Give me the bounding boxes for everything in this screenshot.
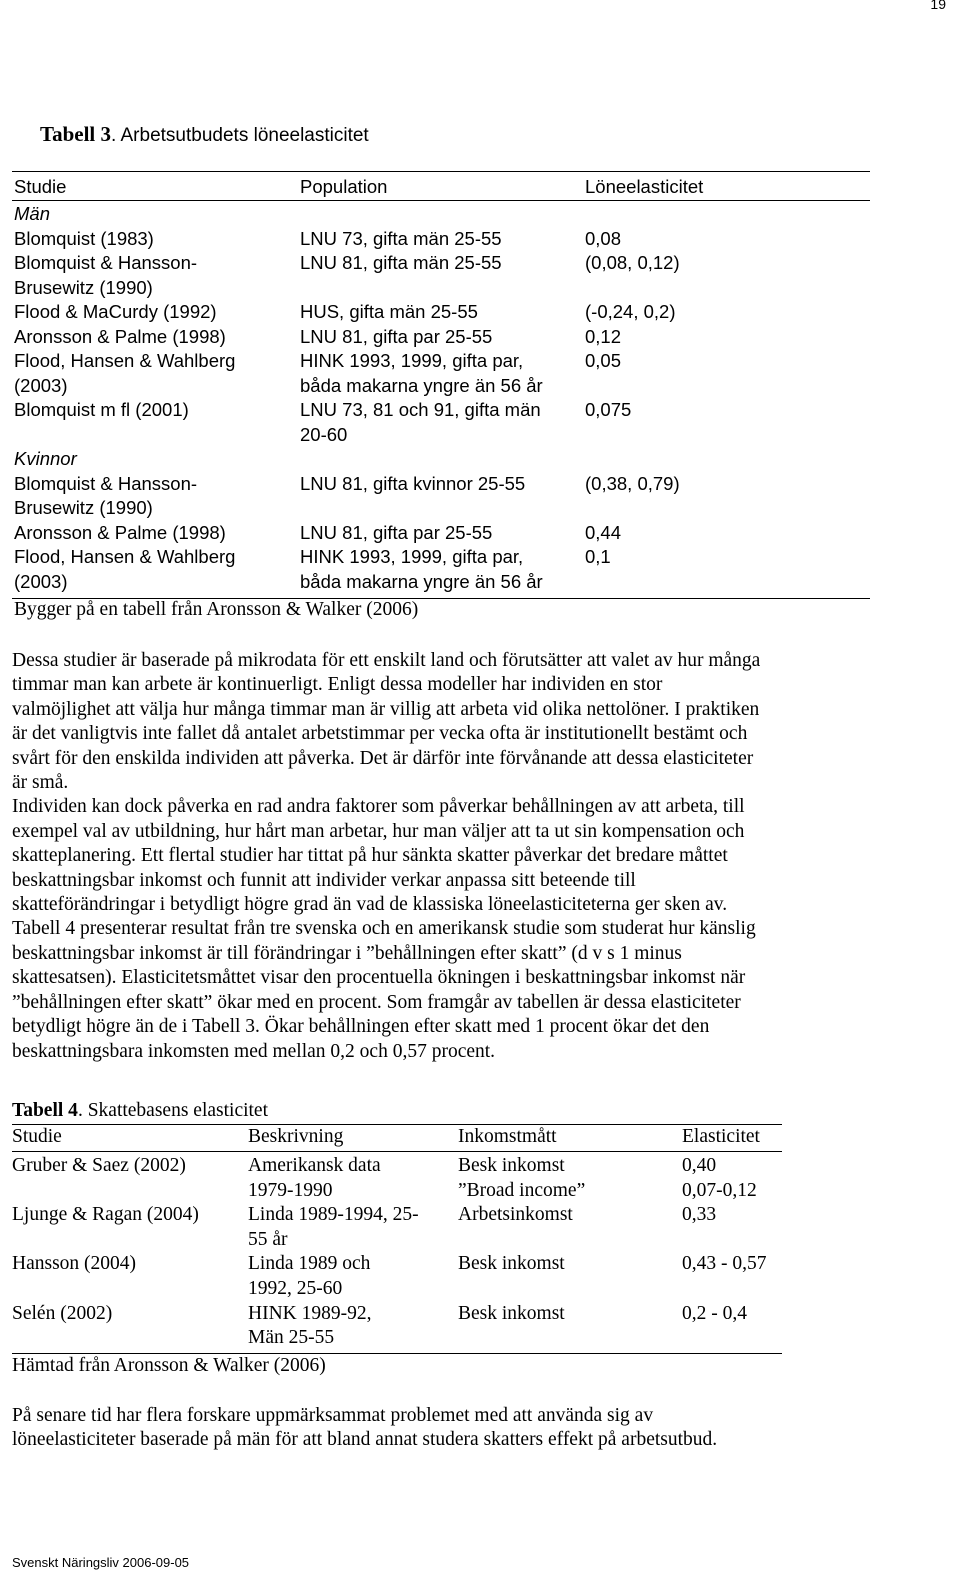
women-row-0-study: Blomquist & Hansson- <box>14 472 198 494</box>
body-line: timmar man kan arbete är kontinuerligt. Enligt dessa modeller har individen en stor <box>12 674 663 696</box>
table4-row-0-income: ”Broad income” <box>458 1179 586 1201</box>
section-men: Män <box>14 203 50 224</box>
body-line: beskattningsbar inkomst och funnit att individer verkar anpassa sitt beteende till <box>12 869 636 891</box>
men-row-5-population: 20-60 <box>300 423 348 445</box>
men-row-5-population: LNU 73, 81 och 91, gifta män <box>300 399 541 420</box>
men-row-2-population: HUS, gifta män 25-55 <box>300 301 478 322</box>
table3-header <box>12 171 870 201</box>
table4-row-0-description: 1979-1990 <box>248 1179 333 1201</box>
table4-header-study: Studie <box>12 1126 62 1147</box>
men-row-3-elasticity: 0,12 <box>585 325 622 347</box>
men-row-1-elasticity: (0,08, 0,12) <box>585 252 680 273</box>
women-row-2-population: båda makarna yngre än 56 år <box>300 570 543 592</box>
table4-row-1-study: Ljunge & Ragan (2004) <box>12 1204 199 1226</box>
body-line: svårt för den enskilda individen att påverka. Det är därför inte förvånande att dessa elasticiteter <box>12 747 754 769</box>
table4-row-0-elasticity: 0,07-0,12 <box>682 1179 757 1201</box>
body-line: Individen kan dock påverka en rad andra faktorer som påverkar behållningen av att arbeta, till <box>12 796 745 818</box>
table4-source: Hämtad från Aronsson & Walker (2006) <box>12 1354 326 1376</box>
table3-header-elasticity: Löneelasticitet <box>585 176 704 197</box>
table4-title-rest: . Skattebasens elasticitet <box>77 1100 269 1121</box>
women-row-2-population: HINK 1993, 1999, gifta par, <box>300 546 524 567</box>
table3-header-study: Studie <box>14 176 67 197</box>
table4-row-3-study: Selén (2002) <box>12 1302 113 1324</box>
body-line: betydligt högre än de i Tabell 3. Ökar behållningen efter skatt med 1 procent ökar det den <box>12 1016 710 1038</box>
table4-row-3-description: Män 25-55 <box>248 1327 335 1349</box>
body-text <box>12 649 872 1064</box>
table4-row-3-income: Besk inkomst <box>458 1302 565 1324</box>
body-line: är små. <box>12 772 69 794</box>
table3-source: Bygger på en tabell från Aronsson & Walker (2006) <box>14 599 419 620</box>
men-row-5-elasticity: 0,075 <box>585 399 632 420</box>
men-row-0-elasticity: 0,08 <box>585 227 622 249</box>
men-row-3-population: LNU 81, gifta par 25-55 <box>300 325 493 347</box>
footer: Svenskt Näringsliv 2006-09-05 <box>12 1555 190 1570</box>
table4-row-1-elasticity: 0,33 <box>682 1204 717 1226</box>
body-line: ”behållningen efter skatt” ökar med en procent. Som framgår av tabellen är dessa elasticiteter <box>12 991 741 1013</box>
table4-bottom-rule <box>12 1353 782 1354</box>
men-row-2-elasticity: (-0,24, 0,2) <box>585 301 676 322</box>
men-row-4-population: HINK 1993, 1999, gifta par, <box>300 350 524 371</box>
women-row-1-study: Aronsson & Palme (1998) <box>14 521 226 543</box>
body-line: Dessa studier är baserade på mikrodata för ett enskilt land och förutsätter att valet av hur många <box>12 650 761 671</box>
table4-title <box>12 1100 268 1122</box>
men-row-4-study: (2003) <box>14 374 68 396</box>
table4 <box>12 1124 782 1376</box>
table4-row-2-income: Besk inkomst <box>458 1253 565 1275</box>
section-women: Kvinnor <box>14 448 77 469</box>
table4-header-income: Inkomstmått <box>458 1126 557 1147</box>
women-row-0-elasticity: (0,38, 0,79) <box>585 472 680 494</box>
men-row-2-study: Flood & MaCurdy (1992) <box>14 301 217 322</box>
table4-row-0-description: Amerikansk data <box>248 1155 381 1176</box>
table3-header-population: Population <box>300 176 388 197</box>
body-line: valmöjlighet att välja hur många timmar man är villig att arbeta vid olika nettolöner. I praktiken <box>12 698 760 720</box>
table3-title <box>40 122 369 147</box>
men-row-1-study: Blomquist & Hansson- <box>14 252 198 273</box>
table4-row-1-income: Arbetsinkomst <box>458 1204 573 1226</box>
body-line: skattesatsen). Elasticitetsmåttet visar den procentuella ökningen i beskattningsbar inkomst när <box>12 967 746 989</box>
body-line: skatteplanering. Ett flertal studier har tittat på hur sänkta skatter påverkar det bredare måttet <box>12 845 728 867</box>
body-line: Tabell 4 presenterar resultat från tre svenska och en amerikansk studie som studerat hur känslig <box>12 918 756 940</box>
women-row-2-elasticity: 0,1 <box>585 546 611 567</box>
men-row-4-study: Flood, Hansen & Wahlberg <box>14 350 236 371</box>
women-row-0-population: LNU 81, gifta kvinnor 25-55 <box>300 472 526 494</box>
men-row-3-study: Aronsson & Palme (1998) <box>14 325 226 347</box>
women-row-1-elasticity: 0,44 <box>585 521 622 543</box>
table4-row-3-elasticity: 0,2 - 0,4 <box>682 1302 747 1324</box>
table3-title-rest: . Arbetsutbudets löneelasticitet <box>111 125 369 146</box>
closing-line: löneelasticiteter baserade på män för att bland annat studera skatters effekt på arbetsutbud. <box>12 1429 718 1451</box>
men-row-0-study: Blomquist (1983) <box>14 227 154 249</box>
women-row-1-population: LNU 81, gifta par 25-55 <box>300 521 493 543</box>
table4-row-2-description: 1992, 25-60 <box>248 1278 343 1299</box>
table4-row-3-description: HINK 1989-92, <box>248 1302 372 1324</box>
table4-title-bold: Tabell 4 <box>12 1100 78 1121</box>
body-line: beskattningsbar inkomst är till förändringar i ”behållningen efter skatt” (d v s 1 minus <box>12 942 682 964</box>
table4-row-1-description: 55 år <box>248 1228 288 1250</box>
women-row-2-study: (2003) <box>14 570 68 592</box>
page-number: 19 <box>930 0 946 12</box>
table4-header-description: Beskrivning <box>248 1126 344 1147</box>
body-line: skatteförändringar i betydligt högre grad än vad de klassiska löneelasticiteterna ger sken av. <box>12 894 728 916</box>
table4-row-0-study: Gruber & Saez (2002) <box>12 1155 186 1176</box>
men-row-0-population: LNU 73, gifta män 25-55 <box>300 227 502 249</box>
men-row-5-study: Blomquist m fl (2001) <box>14 399 189 420</box>
men-row-4-elasticity: 0,05 <box>585 350 622 371</box>
table4-row-1-description: Linda 1989-1994, 25- <box>248 1204 419 1226</box>
men-row-1-population: LNU 81, gifta män 25-55 <box>300 252 502 273</box>
body-line: beskattningsbara inkomsten med mellan 0,2 och 0,57 procent. <box>12 1040 496 1062</box>
table4-header-elasticity: Elasticitet <box>682 1126 760 1147</box>
table3 <box>12 171 870 620</box>
table4-header <box>12 1124 782 1152</box>
closing-text <box>12 1404 872 1453</box>
table4-row-2-description: Linda 1989 och <box>248 1253 371 1275</box>
table4-row-0-income: Besk inkomst <box>458 1155 565 1176</box>
women-row-0-study: Brusewitz (1990) <box>14 497 153 518</box>
body-line: är det vanligtvis inte fallet då antalet arbetstimmar per vecka ofta är institutionellt bestämt och <box>12 723 748 745</box>
men-row-1-study: Brusewitz (1990) <box>14 276 153 298</box>
table3-title-bold: Tabell 3 <box>40 122 111 146</box>
women-row-2-study: Flood, Hansen & Wahlberg <box>14 546 236 567</box>
closing-line: På senare tid har flera forskare uppmärksammat problemet med att använda sig av <box>12 1405 654 1426</box>
table4-row-2-elasticity: 0,43 - 0,57 <box>682 1253 767 1275</box>
table4-row-0-elasticity: 0,40 <box>682 1155 717 1176</box>
body-line: exempel val av utbildning, hur hårt man arbetar, hur man väljer att ta ut sin kompensation och <box>12 820 745 842</box>
men-row-4-population: båda makarna yngre än 56 år <box>300 374 543 396</box>
table4-row-2-study: Hansson (2004) <box>12 1253 137 1275</box>
